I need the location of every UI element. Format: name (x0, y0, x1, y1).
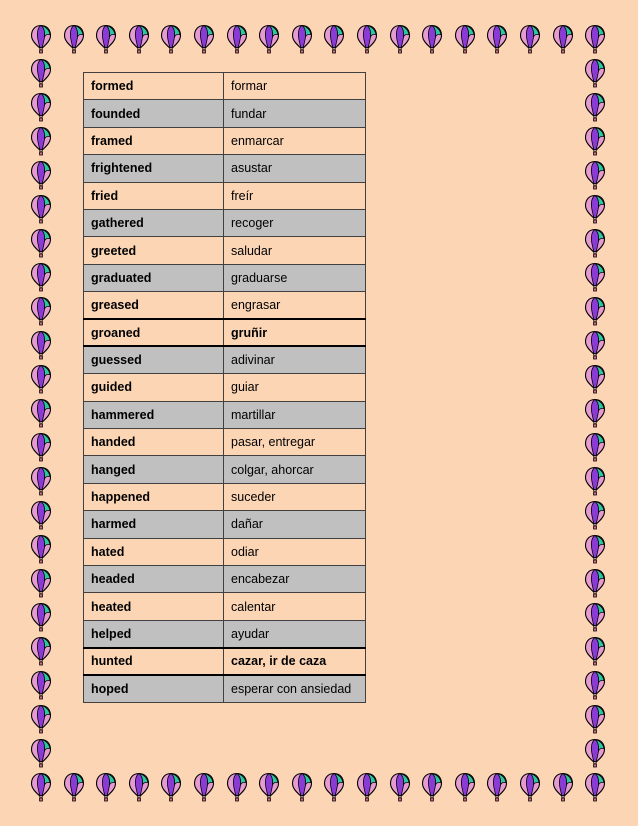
english-verb-cell: helped (84, 620, 224, 647)
hot-air-balloon-icon (226, 772, 248, 802)
english-verb-cell: hammered (84, 401, 224, 428)
hot-air-balloon-icon (63, 24, 85, 54)
english-verb-cell: hoped (84, 675, 224, 702)
hot-air-balloon-icon (128, 24, 150, 54)
hot-air-balloon-icon (584, 262, 606, 292)
table-row (84, 346, 366, 373)
hot-air-balloon-icon (584, 126, 606, 156)
english-verb-cell: hated (84, 538, 224, 565)
hot-air-balloon-icon (584, 296, 606, 326)
hot-air-balloon-icon (30, 466, 52, 496)
english-verb-cell: headed (84, 566, 224, 593)
hot-air-balloon-icon (584, 24, 606, 54)
english-verb-cell: guided (84, 374, 224, 401)
hot-air-balloon-icon (584, 466, 606, 496)
hot-air-balloon-icon (193, 24, 215, 54)
hot-air-balloon-icon (30, 364, 52, 394)
hot-air-balloon-icon (584, 568, 606, 598)
hot-air-balloon-icon (584, 228, 606, 258)
hot-air-balloon-icon (30, 500, 52, 530)
table-row (84, 538, 366, 565)
hot-air-balloon-icon (291, 24, 313, 54)
hot-air-balloon-icon (30, 296, 52, 326)
verb-translation-table (83, 72, 366, 703)
spanish-translation-cell: odiar (224, 538, 366, 565)
hot-air-balloon-icon (584, 58, 606, 88)
table-row (84, 319, 366, 346)
hot-air-balloon-icon (30, 670, 52, 700)
table-row (84, 209, 366, 236)
hot-air-balloon-icon (584, 636, 606, 666)
hot-air-balloon-icon (323, 772, 345, 802)
hot-air-balloon-icon (454, 772, 476, 802)
spanish-translation-cell: cazar, ir de caza (224, 648, 366, 675)
table-row (84, 155, 366, 182)
hot-air-balloon-icon (30, 58, 52, 88)
spanish-translation-cell: calentar (224, 593, 366, 620)
spanish-translation-cell: freír (224, 182, 366, 209)
table-row (84, 511, 366, 538)
table-row (84, 182, 366, 209)
hot-air-balloon-icon (454, 24, 476, 54)
hot-air-balloon-icon (258, 772, 280, 802)
table-row (84, 566, 366, 593)
english-verb-cell: hanged (84, 456, 224, 483)
hot-air-balloon-icon (30, 194, 52, 224)
table-row (84, 374, 366, 401)
hot-air-balloon-icon (421, 772, 443, 802)
spanish-translation-cell: martillar (224, 401, 366, 428)
hot-air-balloon-icon (30, 738, 52, 768)
english-verb-cell: greeted (84, 237, 224, 264)
hot-air-balloon-icon (160, 24, 182, 54)
hot-air-balloon-icon (30, 330, 52, 360)
hot-air-balloon-icon (30, 534, 52, 564)
hot-air-balloon-icon (30, 398, 52, 428)
hot-air-balloon-icon (584, 500, 606, 530)
hot-air-balloon-icon (552, 772, 574, 802)
table-row (84, 429, 366, 456)
hot-air-balloon-icon (486, 772, 508, 802)
hot-air-balloon-icon (291, 772, 313, 802)
table-row (84, 483, 366, 510)
spanish-translation-cell: esperar con ansiedad (224, 675, 366, 702)
table-row (84, 292, 366, 319)
hot-air-balloon-icon (519, 772, 541, 802)
hot-air-balloon-icon (584, 670, 606, 700)
table-row (84, 73, 366, 100)
spanish-translation-cell: asustar (224, 155, 366, 182)
hot-air-balloon-icon (421, 24, 443, 54)
hot-air-balloon-icon (258, 24, 280, 54)
english-verb-cell: happened (84, 483, 224, 510)
hot-air-balloon-icon (584, 738, 606, 768)
hot-air-balloon-icon (95, 24, 117, 54)
hot-air-balloon-icon (584, 92, 606, 122)
english-verb-cell: graduated (84, 264, 224, 291)
spanish-translation-cell: adivinar (224, 346, 366, 373)
spanish-translation-cell: graduarse (224, 264, 366, 291)
hot-air-balloon-icon (584, 704, 606, 734)
hot-air-balloon-icon (519, 24, 541, 54)
hot-air-balloon-icon (30, 228, 52, 258)
hot-air-balloon-icon (226, 24, 248, 54)
english-verb-cell: handed (84, 429, 224, 456)
spanish-translation-cell: saludar (224, 237, 366, 264)
hot-air-balloon-icon (30, 568, 52, 598)
english-verb-cell: harmed (84, 511, 224, 538)
table-row (84, 127, 366, 154)
table-row (84, 264, 366, 291)
spanish-translation-cell: fundar (224, 100, 366, 127)
english-verb-cell: guessed (84, 346, 224, 373)
hot-air-balloon-icon (30, 126, 52, 156)
hot-air-balloon-icon (30, 262, 52, 292)
hot-air-balloon-icon (356, 24, 378, 54)
english-verb-cell: gathered (84, 209, 224, 236)
hot-air-balloon-icon (30, 160, 52, 190)
spanish-translation-cell: guiar (224, 374, 366, 401)
hot-air-balloon-icon (160, 772, 182, 802)
english-verb-cell: fried (84, 182, 224, 209)
hot-air-balloon-icon (552, 24, 574, 54)
english-verb-cell: founded (84, 100, 224, 127)
spanish-translation-cell: ayudar (224, 620, 366, 647)
english-verb-cell: framed (84, 127, 224, 154)
table-row (84, 401, 366, 428)
spanish-translation-cell: engrasar (224, 292, 366, 319)
english-verb-cell: formed (84, 73, 224, 100)
hot-air-balloon-icon (323, 24, 345, 54)
hot-air-balloon-icon (584, 330, 606, 360)
english-verb-cell: frightened (84, 155, 224, 182)
hot-air-balloon-icon (128, 772, 150, 802)
hot-air-balloon-icon (584, 364, 606, 394)
table-row (84, 648, 366, 675)
english-verb-cell: groaned (84, 319, 224, 346)
hot-air-balloon-icon (30, 602, 52, 632)
table-row (84, 620, 366, 647)
table-row (84, 675, 366, 702)
hot-air-balloon-icon (584, 534, 606, 564)
hot-air-balloon-icon (356, 772, 378, 802)
hot-air-balloon-icon (584, 398, 606, 428)
spanish-translation-cell: formar (224, 73, 366, 100)
spanish-translation-cell: encabezar (224, 566, 366, 593)
hot-air-balloon-icon (30, 24, 52, 54)
hot-air-balloon-icon (30, 704, 52, 734)
hot-air-balloon-icon (63, 772, 85, 802)
english-verb-cell: heated (84, 593, 224, 620)
english-verb-cell: greased (84, 292, 224, 319)
hot-air-balloon-icon (30, 432, 52, 462)
hot-air-balloon-icon (584, 432, 606, 462)
spanish-translation-cell: pasar, entregar (224, 429, 366, 456)
table-row (84, 593, 366, 620)
hot-air-balloon-icon (30, 92, 52, 122)
hot-air-balloon-icon (30, 636, 52, 666)
hot-air-balloon-icon (30, 772, 52, 802)
spanish-translation-cell: suceder (224, 483, 366, 510)
hot-air-balloon-icon (193, 772, 215, 802)
spanish-translation-cell: recoger (224, 209, 366, 236)
hot-air-balloon-icon (584, 160, 606, 190)
hot-air-balloon-icon (584, 602, 606, 632)
table-row (84, 456, 366, 483)
spanish-translation-cell: dañar (224, 511, 366, 538)
hot-air-balloon-icon (584, 194, 606, 224)
table-row (84, 237, 366, 264)
spanish-translation-cell: enmarcar (224, 127, 366, 154)
english-verb-cell: hunted (84, 648, 224, 675)
spanish-translation-cell: colgar, ahorcar (224, 456, 366, 483)
hot-air-balloon-icon (486, 24, 508, 54)
table-row (84, 100, 366, 127)
spanish-translation-cell: gruñir (224, 319, 366, 346)
hot-air-balloon-icon (389, 24, 411, 54)
hot-air-balloon-icon (95, 772, 117, 802)
hot-air-balloon-icon (389, 772, 411, 802)
hot-air-balloon-icon (584, 772, 606, 802)
